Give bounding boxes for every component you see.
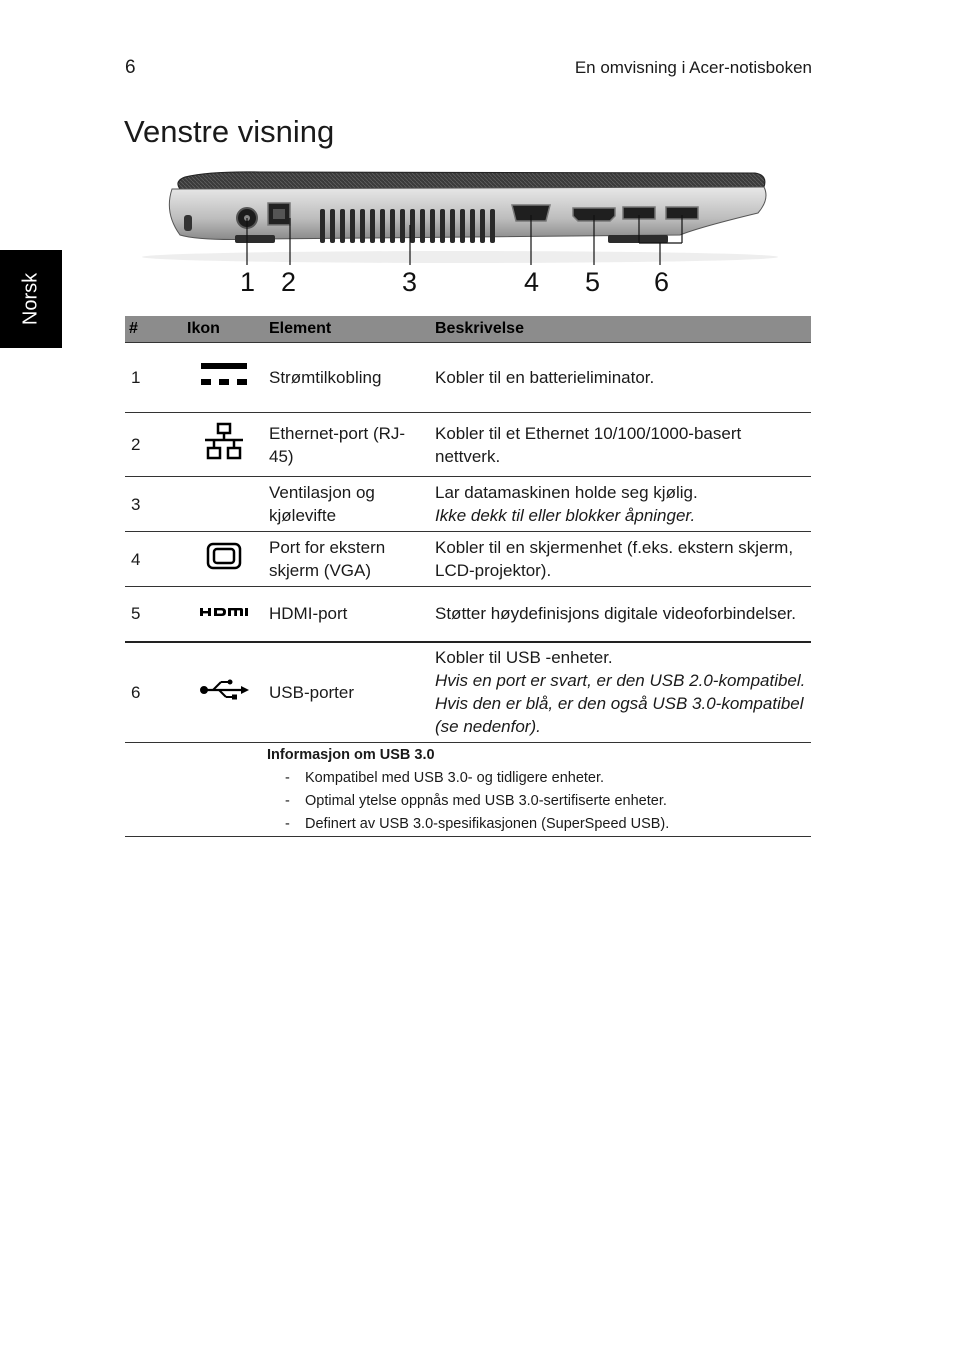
list-item <box>267 813 807 836</box>
list-bullet: - <box>285 816 290 832</box>
language-tab-label: Norsk <box>19 272 42 326</box>
row-element: Ethernet-port (RJ-45) <box>265 413 431 477</box>
page-number: 6 <box>125 57 136 78</box>
usb3-info-row <box>125 743 811 837</box>
row-description-text: Støtter høydefinisjons digitale videoforbindelser. <box>435 604 796 624</box>
row-icon-cell <box>183 477 265 532</box>
row-number: 6 <box>125 642 183 743</box>
row-description-text: Kobler til USB -enheter. <box>435 648 613 668</box>
usb3-info-title: Informasjon om USB 3.0 <box>267 747 435 763</box>
usb-icon <box>199 677 249 701</box>
row-number: 3 <box>125 477 183 532</box>
callout-4: 4 <box>524 267 540 297</box>
callout-6: 6 <box>654 267 670 297</box>
row-element: Port for ekstern skjerm (VGA) <box>265 532 431 587</box>
callout-2: 2 <box>281 267 297 297</box>
ethernet-icon <box>202 422 246 462</box>
list-bullet: - <box>285 793 290 809</box>
callout-3: 3 <box>402 267 418 297</box>
column-header-element: Element <box>265 316 431 343</box>
callout-1: 1 <box>240 267 256 297</box>
usb3-info-list <box>267 767 807 836</box>
row-note: Hvis en port er svart, er den USB 2.0-kompatibel. Hvis den er blå, er den også USB 3.0-kompatibel (se nedenfor). <box>435 671 806 737</box>
row-description-text: Kobler til et Ethernet 10/100/1000-basert nettverk. <box>435 423 742 466</box>
row-icon-cell <box>183 413 265 477</box>
table-header-row <box>125 316 811 343</box>
table-row <box>125 413 811 477</box>
row-description <box>431 343 811 413</box>
column-header-icon: Ikon <box>183 316 265 343</box>
row-number: 1 <box>125 343 183 413</box>
row-element: USB-porter <box>265 642 431 743</box>
row-description <box>431 642 811 743</box>
row-description-text: Kobler til en batterieliminator. <box>435 368 655 387</box>
row-description-text: Lar datamaskinen holde seg kjølig. <box>435 483 698 502</box>
list-item <box>267 767 807 790</box>
hdmi-icon <box>199 605 249 619</box>
row-number: 2 <box>125 413 183 477</box>
dc-power-icon <box>199 360 249 390</box>
row-element: Ventilasjon og kjølevifte <box>265 477 431 532</box>
row-element: Strømtilkobling <box>265 343 431 413</box>
column-header-description: Beskrivelse <box>431 316 811 343</box>
laptop-left-side-figure <box>140 165 780 310</box>
row-icon-cell <box>183 642 265 743</box>
list-item-text: Definert av USB 3.0-spesifikasjonen (SuperSpeed USB). <box>305 816 670 832</box>
row-number: 5 <box>125 587 183 642</box>
row-number: 4 <box>125 532 183 587</box>
table-row <box>125 477 811 532</box>
list-bullet: - <box>285 770 290 786</box>
laptop-illustration <box>140 165 780 310</box>
row-description <box>431 532 811 587</box>
usb3-info-cell <box>265 743 811 837</box>
page-title: Venstre visning <box>124 114 335 149</box>
list-item-text: Optimal ytelse oppnås med USB 3.0-sertifiserte enheter. <box>305 793 667 809</box>
row-description <box>431 587 811 642</box>
row-note: Ikke dekk til eller blokker åpninger. <box>435 506 696 525</box>
row-description-text: Kobler til en skjermenhet (f.eks. ekstern skjerm, LCD-projektor). <box>435 538 794 580</box>
row-description <box>431 477 811 532</box>
table-row <box>125 642 811 743</box>
running-header: En omvisning i Acer-notisboken <box>574 58 812 77</box>
vga-icon <box>206 542 242 570</box>
column-header-number: # <box>125 316 183 343</box>
row-icon-cell <box>183 587 265 642</box>
table-row <box>125 532 811 587</box>
table-row <box>125 343 811 413</box>
row-element: HDMI-port <box>265 587 431 642</box>
port-table <box>125 316 811 837</box>
info-spacer-cell <box>125 743 265 837</box>
list-item <box>267 790 807 813</box>
list-item-text: Kompatibel med USB 3.0- og tidligere enheter. <box>305 770 605 786</box>
table-row <box>125 587 811 642</box>
row-icon-cell <box>183 532 265 587</box>
row-icon-cell <box>183 343 265 413</box>
row-description <box>431 413 811 477</box>
language-tab <box>0 250 62 348</box>
callout-5: 5 <box>585 267 601 297</box>
